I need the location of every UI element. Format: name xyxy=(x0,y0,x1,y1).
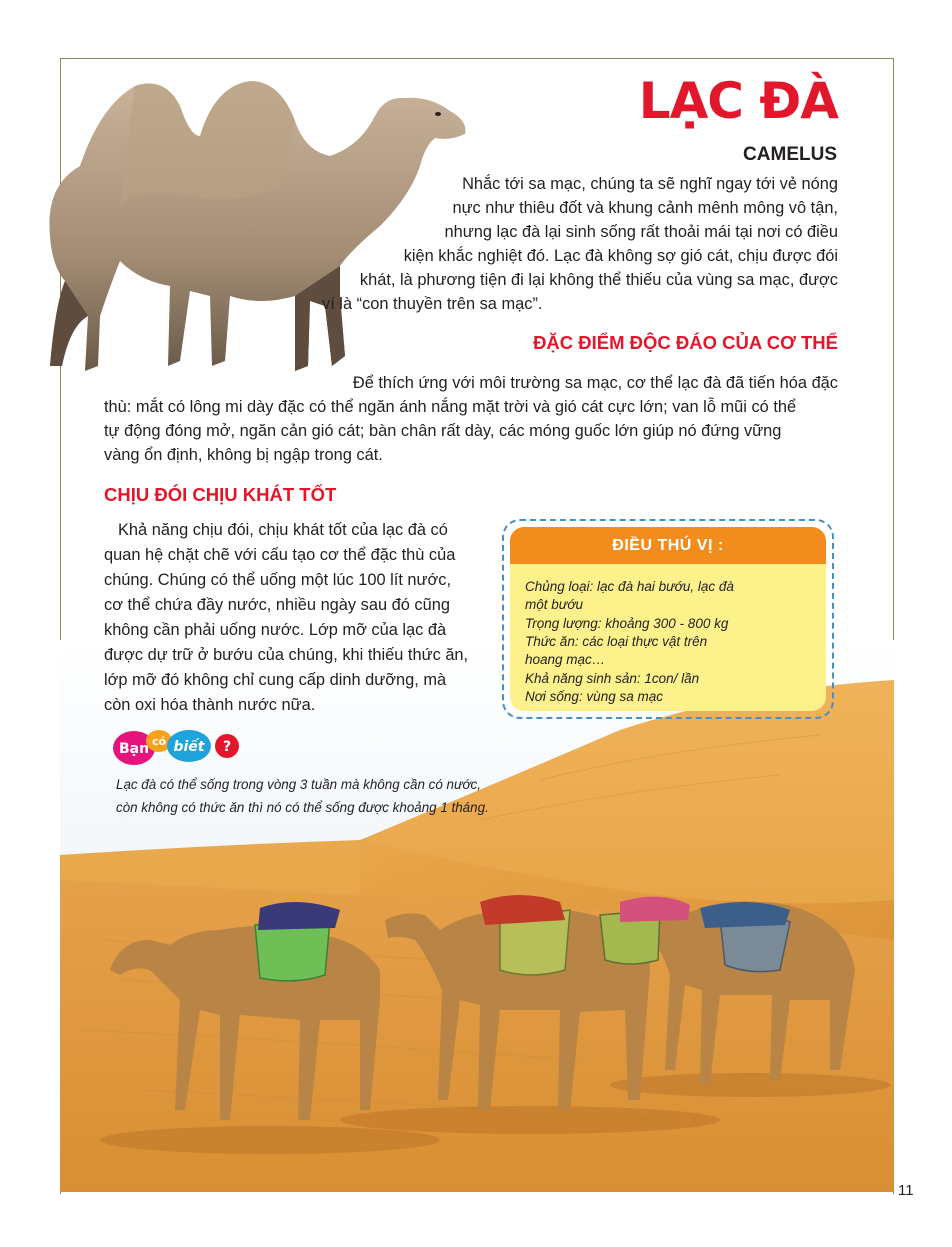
intro-line: nực như thiêu đốt và khung cảnh mênh mông vô tận, xyxy=(452,199,838,217)
body-line: Để thích ứng với môi trường sa mạc, cơ thể lạc đà đã tiến hóa đặc xyxy=(352,374,838,392)
badge-word: biết xyxy=(173,739,205,755)
did-you-know-line: còn không có thức ăn thì nó có thể sống được khoảng 1 tháng. xyxy=(116,800,489,815)
section-heading-hunger-thirst: CHỊU ĐÓI CHỊU KHÁT TỐT xyxy=(104,484,337,505)
body-line: thù: mắt có lông mi dày đặc có thể ngăn ánh nắng mặt trời và gió cát cực lớn; van lỗ mũi có thể xyxy=(104,398,797,416)
page-title: LẠC ĐÀ xyxy=(638,72,838,130)
fun-facts-heading: ĐIỀU THÚ VỊ : xyxy=(510,527,826,564)
intro-line: nhưng lạc đà lại sinh sống rất thoải mái tại nơi có điều xyxy=(444,223,838,241)
fact-line: Nơi sống: vùng sa mạc xyxy=(525,689,663,704)
body-line: Khả năng chịu đói, chịu khát tốt của lạc đà có xyxy=(118,521,448,539)
bactrian-camel-image xyxy=(40,66,480,386)
fact-line: một bướu xyxy=(525,597,583,612)
fun-facts-box xyxy=(502,519,834,719)
body-line: vàng ổn định, không bị ngập trong cát. xyxy=(104,446,383,464)
badge-word: Bạn xyxy=(118,741,150,757)
body-line: cơ thể chứa đầy nước, nhiều ngày sau đó cũng xyxy=(104,596,450,614)
body-line: tự động đóng mở, ngăn cản gió cát; bàn chân rất dày, các móng guốc lớn giúp nó đứng vững xyxy=(104,422,782,440)
body-line: được dự trữ ở bướu của chúng, khi thiếu thức ăn, xyxy=(104,646,469,664)
desert-caravan-image xyxy=(60,640,894,1192)
body-line: lớp mỡ đó không chỉ cung cấp dinh dưỡng, mà xyxy=(104,671,447,689)
intro-line: ví là “con thuyền trên sa mạc”. xyxy=(322,295,543,313)
intro-line: kiện khắc nghiệt đó. Lạc đà không sợ gió cát, chịu được đói xyxy=(403,247,838,265)
intro-line: Nhắc tới sa mạc, chúng ta sẽ nghĩ ngay tới vẻ nóng xyxy=(462,175,838,193)
body-line: quan hệ chặt chẽ với cấu tạo cơ thể đặc thù của xyxy=(104,546,456,564)
latin-name: CAMELUS xyxy=(743,144,837,165)
fact-line: Trọng lượng: khoảng 300 - 800 kg xyxy=(525,616,729,631)
fact-line: Chủng loại: lạc đà hai bướu, lạc đà xyxy=(525,579,734,594)
fact-line: hoang mạc… xyxy=(525,652,606,667)
did-you-know-badge xyxy=(112,728,242,768)
fact-line: Thức ăn: các loại thực vật trên xyxy=(525,634,708,649)
body-line: còn oxi hóa thành nước nữa. xyxy=(104,696,316,714)
page-number: 11 xyxy=(898,1182,914,1199)
did-you-know-line: Lạc đà có thể sống trong vòng 3 tuần mà không cần có nước, xyxy=(116,777,481,792)
fun-facts-panel xyxy=(510,527,826,711)
fact-line: Khả năng sinh sản: 1con/ lần xyxy=(525,671,700,686)
body-line: không cần phải uống nước. Lớp mỡ của lạc đà xyxy=(104,621,447,639)
section-heading-body-features: ĐẶC ĐIỂM ĐỘC ĐÁO CỦA CƠ THỂ xyxy=(533,332,838,353)
badge-word: có xyxy=(151,735,167,748)
body-line: chúng. Chúng có thể uống một lúc 100 lít nước, xyxy=(104,571,452,589)
intro-line: khát, là phương tiện đi lại không thể thiếu của vùng sa mạc, được xyxy=(359,271,838,289)
question-mark-icon: ? xyxy=(222,739,232,755)
